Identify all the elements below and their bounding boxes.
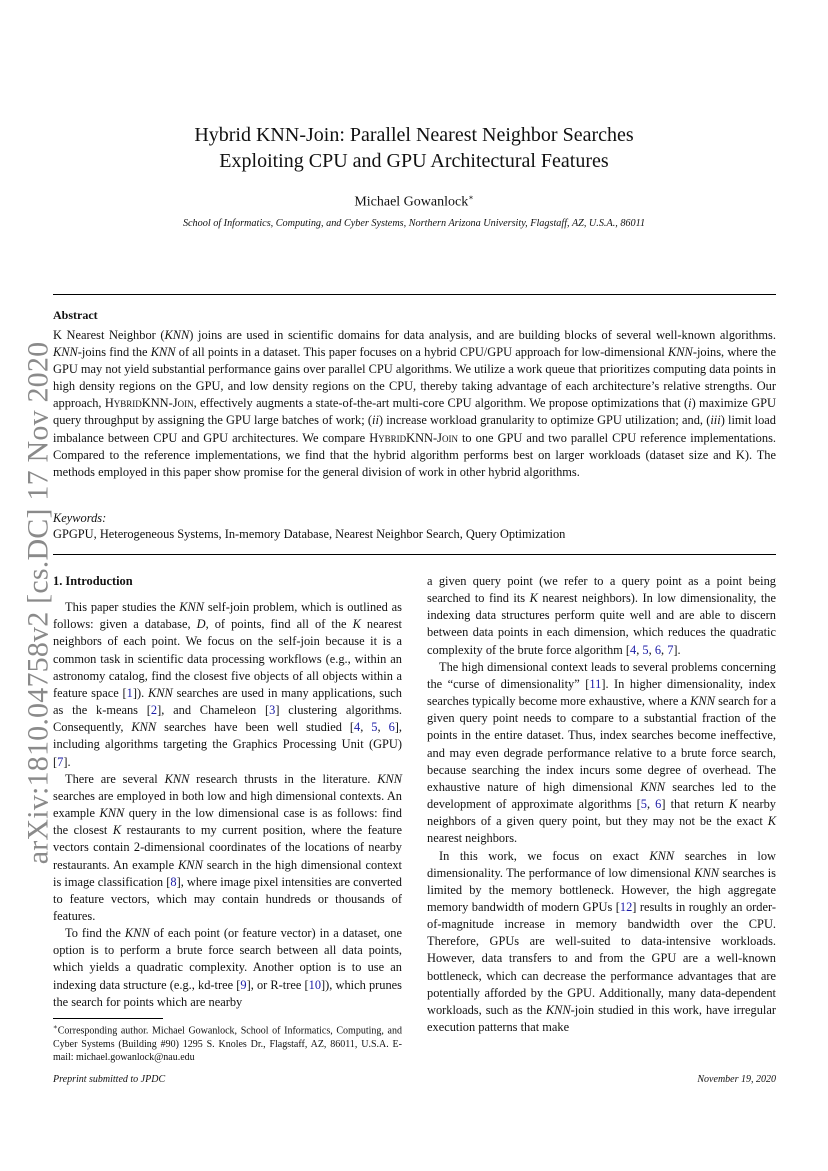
arxiv-stamp [18,341,58,864]
top-rule [53,294,776,295]
paper-title [0,122,828,174]
citation-link[interactable]: 7 [667,642,674,657]
citation-link[interactable]: 1 [126,685,133,700]
abstract-text: K Nearest Neighbor (KNN) joins are used in scientific domains for data analysis, and are building blocks of several well-known algorithms. KNN-joins find the KNN of all points in a dataset. This paper focuses on a hybrid CPU/GPU approach for low-dimensional KNN-joins, where the GPU may not yield substantial performance gains over parallel CPU algorithms. We utilize a work queue that prioritizes computing data points in high density regions on the GPU, and low density regions on the CPU, thereby taking advantage of each architecture’s relative strengths. Our approach, HybridKNN-Join, effectively augments a state-of-the-art multi-core CPU algorithm. We propose optimizations that (i) maximize GPU query throughput by assigning the GPU large batches of work; (ii) increase workload granularity to optimize GPU utilization; and, (iii) limit load imbalance between CPU and GPU architectures. We compare HybridKNN-Join to one GPU and two parallel CPU reference implementations. Compared to the reference implementations, we find that the hybrid algorithm performs best on larger workloads (dataset size and K). The methods employed in this paper show promise for the general division of work in other hybrid algorithms. [53,328,777,479]
author [0,193,828,211]
author-footnote-mark[interactable]: ∗ [468,193,474,202]
arxiv-stamp-text: arXiv:1810.04758v2 [cs.DC] 17 Nov 2020 [21,341,54,864]
footnote-rule [53,1018,163,1019]
title-line-1: Hybrid KNN-Join: Parallel Nearest Neighbor Searches [194,124,634,146]
affiliation: School of Informatics, Computing, and Cyber Systems, Northern Arizona University, Flagstaff, AZ, U.S.A., 86011 [182,218,646,229]
author-name: Michael Gowanlock [354,194,469,210]
right-paragraph-2: The high dimensional context leads to several problems concerning the “curse of dimensionality” [11]. In higher dimensionality, index searches typically become more exhaustive, where a KNN search for a given query point needs to compare to a substantial fraction of the points in the entire dataset. Thus, index searches become ineffective, and may even degrade performance relative to a brute force search, because searching the index incurs some degree of overhead. The exhaustive nature of high dimensional KNN searches led to the development of approximate algorithms [5, 6] that return K nearby neighbors of a given query point, but they may not be the exact K nearest neighbors. [427,659,777,846]
abstract-bottom-rule [53,554,776,555]
citation-link[interactable]: 5 [371,720,378,735]
citation-link[interactable]: 7 [57,754,64,769]
footer-date: November 19, 2020 [697,1074,776,1085]
footer-submission-note: Preprint submitted to JPDC [53,1074,166,1085]
intro-paragraph-1: This paper studies the KNN self-join problem, which is outlined as follows: given a database, D, of points, find all of the K nearest neighbors of each point. We focus on the self-join because it is a common task in scientific data processing workflows (e.g., within an astronomy catalog, find the closest five objects of all objects within a feature space [1]). KNN searches are used in many applications, such as the k-means [2], and Chameleon [3] clustering algorithms. Consequently, KNN searches have been well studied [4, 5, 6], including algorithms targeting the Graphics Processing Unit (GPU) [7]. [53,600,403,769]
citation-link[interactable]: 12 [619,899,633,914]
intro-paragraph-2: There are several KNN research thrusts in the literature. KNN searches are employed in both low and high dimensional contexts. An example KNN query in the low dimensional case is as follows: find the closest K restaurants to my current position, where the feature vectors contain 2-dimensional coordinates of the locations of nearby restaurants. An example KNN search in the high dimensional context is image classification [8], where image pixel intensities are converted to feature vectors, which may contain hundreds or thousands of features. [53,771,402,923]
citation-link[interactable]: 4 [630,642,637,657]
citation-link[interactable]: 4 [354,720,361,735]
citation-link[interactable]: 11 [589,676,602,691]
citation-link[interactable]: 2 [150,703,158,718]
right-paragraph-3: In this work, we focus on exact KNN searches in low dimensionality. The performance of low dimensional KNN searches is limited by the memory bottleneck. However, the high aggregate memory bandwidth of modern GPUs [12] results in roughly an order-of-magnitude increase in memory bandwidth over the CPU. Therefore, GPUs are well-suited to data-intensive workloads. However, data transfers to and from the GPU are a well-known bottleneck, which can decrease the performance advantages that are potentially afforded by the GPU. Additionally, many data-dependent workloads, such as the KNN-join studied in this work, have irregular execution patterns that make [427,848,776,1035]
footnote-mark: ∗ [53,1023,58,1031]
title-line-2: Exploiting CPU and GPU Architectural Features [219,150,609,172]
right-paragraph-1: a given query point (we refer to a query point as a point being searched to find its K nearest neighbors). In low dimensionality, the indexing data structures perform quite well and are able to discern between data points in each dimension, which reduces the quadratic complexity of the brute force algorithm [4, 5, 6, 7]. [427,574,776,657]
citation-link[interactable]: 3 [269,703,276,718]
citation-link[interactable]: 5 [642,642,649,657]
citation-link[interactable]: 6 [654,642,662,657]
footnote-text: Corresponding author. Michael Gowanlock, School of Informatics, Computing, and Cyber Systems (Building #90) 1295 S. Knoles Dr., Flagstaff, AZ, 86011, U.S.A. E-mail: michael.gowanlock@nau.edu [53,1025,402,1064]
citation-link[interactable]: 6 [388,720,395,735]
citation-link[interactable]: 5 [640,797,647,812]
citation-link[interactable]: 6 [655,797,662,812]
keywords-text: GPGPU, Heterogeneous Systems, In-memory Database, Nearest Neighbor Search, Query Optimization [53,527,566,541]
citation-link[interactable]: 8 [170,874,177,889]
left-column [53,573,402,1011]
citation-link[interactable]: 9 [240,977,247,992]
right-column [427,573,776,1036]
keywords-heading: Keywords: [53,511,107,525]
footnote [53,1021,402,1065]
abstract-heading: Abstract [53,308,98,322]
section-heading-introduction: 1. Introduction [53,574,133,588]
citation-link[interactable]: 10 [308,977,322,992]
intro-paragraph-3: To find the KNN of each point (or feature vector) in a dataset, one option is to perform a brute force search between all data points, which yields a quadratic complexity. Another option is to use an indexing data structure (e.g., kd-tree [9], or R-tree [10]), which prunes the search for points which are nearby [53,926,402,1009]
